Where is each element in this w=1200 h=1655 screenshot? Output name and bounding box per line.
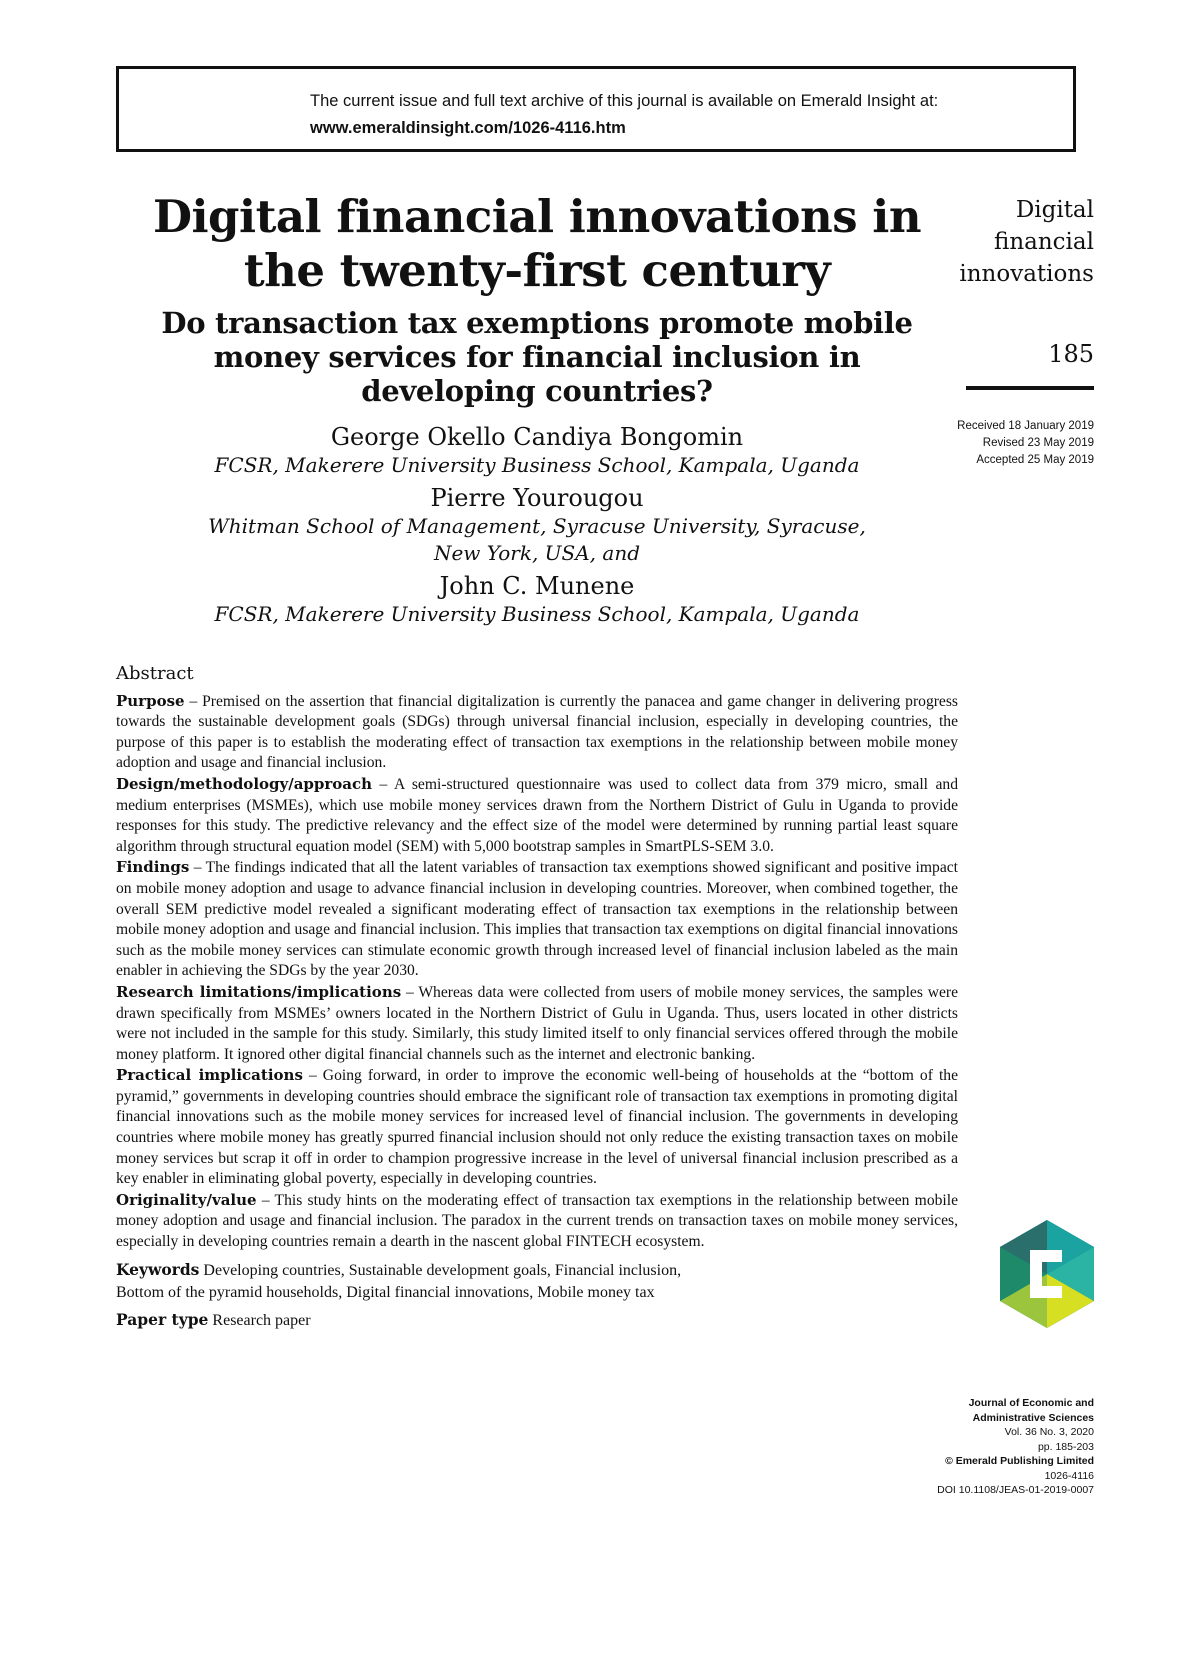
paper-type: Paper type Research paper: [116, 1309, 311, 1329]
emerald-publishing-logo-icon: [1000, 1220, 1094, 1328]
author-affiliation: FCSR, Makerere University Business School, Kampala, Uganda: [214, 602, 860, 626]
abstract-heading: Abstract: [116, 663, 194, 684]
abstract-section: Purpose – Premised on the assertion that financial digitalization is currently the panacea and game changer in delivering progress towards the sustainable development goals (SDGs) through universal financial inclusion, especially in developing countries, the purpose of this paper is to establish the moderating effect of transaction tax exemptions in the relationship between mobile money adoption and usage and financial inclusion.: [116, 691, 958, 772]
journal-availability-banner: [116, 66, 1076, 152]
article-header: [116, 190, 958, 1330]
abstract-section: Design/methodology/approach – A semi-structured questionnaire was used to collect data from 379 micro, small and medium enterprises (MSMEs), which use mobile money services drawn from the Northern District of Gulu in Uganda to provide responses for this study. The predictive relevancy and the effect size of the model were determined by running partial least square algorithm through structural equation model (SEM) with 5,000 bootstrap samples in SmartPLS-SEM 3.0.: [116, 774, 958, 855]
keywords: Keywords Developing countries, Sustainable development goals, Financial inclusion, Bottom of the pyramid households, Digital financial innovations, Mobile money tax: [116, 1259, 682, 1301]
author-name: John C. Munene: [439, 572, 635, 600]
abstract-section: Practical implications – Going forward, in order to improve the economic well-being of households at the “bottom of the pyramid,” governments in developing countries should embrace the significant role of transaction tax exemptions in promoting digital financial innovations such as the mobile money services for increased level of financial inclusion. The governments in developing countries where mobile money has greatly spurred financial inclusion should not only reduce the existing transaction taxes on mobile money services but scrap it off in order to champion progressive increase in the level of universal financial inclusion prescribed as a key enabler in eliminating global poverty, especially in developing countries.: [116, 1066, 958, 1188]
abstract: [116, 664, 958, 1253]
paper-subtitle: Do transaction tax exemptions promote mobile money services for financial inclusion in developing countries?: [161, 306, 913, 408]
banner-text: The current issue and full text archive of this journal is available on Emerald Insight at:: [310, 92, 939, 110]
journal-info: Journal of Economic and Administrative Sciences Vol. 36 No. 3, 2020 pp. 185-203 © Emerald Publishing Limited 1026-4116 DOI 10.1108/JEAS-01-2019-0007: [937, 1397, 1094, 1496]
author-name: George Okello Candiya Bongomin: [330, 423, 744, 451]
divider-rule: [966, 386, 1094, 390]
author-affiliation: FCSR, Makerere University Business School, Kampala, Uganda: [214, 453, 860, 477]
author-name: Pierre Yourougou: [430, 484, 644, 512]
journal-url-link[interactable]: www.emeraldinsight.com/1026-4116.htm: [310, 119, 626, 137]
page-number: 185: [1048, 340, 1094, 368]
submission-dates: Received 18 January 2019 Revised 23 May 2019 Accepted 25 May 2019: [957, 420, 1094, 466]
abstract-section: Research limitations/implications – Whereas data were collected from users of mobile money services, the samples were drawn specifically from MSMEs’ owners located in the Northern District of Gulu in Uganda. Thus, users located in other districts were not included in the sample for this study. Similarly, this study limited itself to only financial services offered through the mobile money platform. It ignored other digital financial channels such as the internet and electronic banking.: [116, 982, 959, 1063]
abstract-section: Findings – The findings indicated that all the latent variables of transaction tax exemptions showed significant and positive impact on mobile money adoption and usage to advance financial inclusion in developing countries. Moreover, when combined together, the overall SEM predictive model revealed a significant moderating effect of transaction tax exemptions in the relationship between mobile money adoption and usage and financial inclusion. This implies that transaction tax exemptions on digital financial innovations such as the mobile money services can stimulate economic growth through increased level of financial inclusion labeled as the main enabler in achieving the SDGs by the year 2030.: [116, 858, 958, 980]
paper-title: Digital financial innovations in the twenty-first century: [152, 190, 922, 297]
author-affiliation: Whitman School of Management, Syracuse University, Syracuse, New York, USA, and: [208, 514, 866, 565]
abstract-section: Originality/value – This study hints on the moderating effect of transaction tax exemptions in the relationship between mobile money adoption and usage and financial inclusion. The paradox in the current trends on transaction taxes on mobile money services, especially in developing countries remain a dearth in the nascent global FINTECH ecosystem.: [116, 1190, 958, 1251]
running-title: Digital financial innovations: [959, 197, 1094, 287]
